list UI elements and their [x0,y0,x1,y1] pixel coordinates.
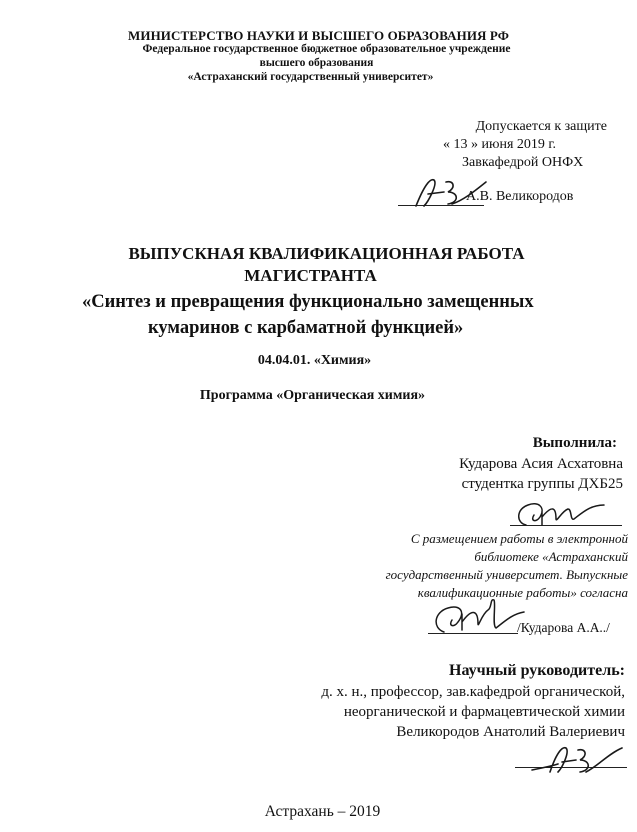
supervisor-label: Научный руководитель: [449,662,625,679]
consent-line-4: квалификационные работы» согласна [417,585,628,600]
work-title-line-1: «Синтез и превращения функционально замещенных [82,292,534,312]
consent-line-1: С размещением работы в электронной [410,531,628,546]
admission-label: Допускается к защите [475,119,607,134]
work-type-line-2: МАГИСТРАНТА [244,266,377,285]
author-name: Кударова Асия Асхатовна [459,456,623,472]
supervisor-title-line-2: неорганической и фармацевтической химии [343,704,625,720]
consent-signature-name: /Кударова А.А../ [517,620,610,635]
work-type-line-1: ВЫПУСКНАЯ КВАЛИФИКАЦИОННАЯ РАБОТА [128,244,525,263]
city-and-year: Астрахань – 2019 [264,803,381,820]
author-signature [512,497,622,531]
consent-line-2: библиотеке «Астраханский [474,549,628,564]
head-of-department-name: А.В. Великородов [466,189,574,204]
consent-line-3: государственный университет. Выпускные [385,567,628,582]
head-of-department-title: Завкафедрой ОНФХ [462,155,584,170]
supervisor-signature [528,742,628,778]
university-name: «Астраханский государственный университет» [187,71,434,83]
admission-date: « 13 » июня 2019 г. [443,137,557,152]
author-label: Выполнила: [532,435,617,451]
supervisor-title-line-1: д. х. н., профессор, зав.кафедрой органической, [321,684,625,700]
author-group: студентка группы ДХБ25 [461,476,623,492]
consent-signature [430,596,530,638]
ministry-name: МИНИСТЕРСТВО НАУКИ И ВЫСШЕГО ОБРАЗОВАНИЯ РФ [128,28,509,43]
institution-line-2: высшего образования [259,57,374,69]
program-name: Программа «Органическая химия» [199,388,426,403]
specialty-code: 04.04.01. «Химия» [257,353,372,368]
institution-line-1: Федеральное государственное бюджетное образовательное учреждение [142,43,511,55]
supervisor-name: Великородов Анатолий Валериевич [396,724,625,740]
work-title-line-2: кумаринов с карбаматной функцией» [148,318,464,338]
